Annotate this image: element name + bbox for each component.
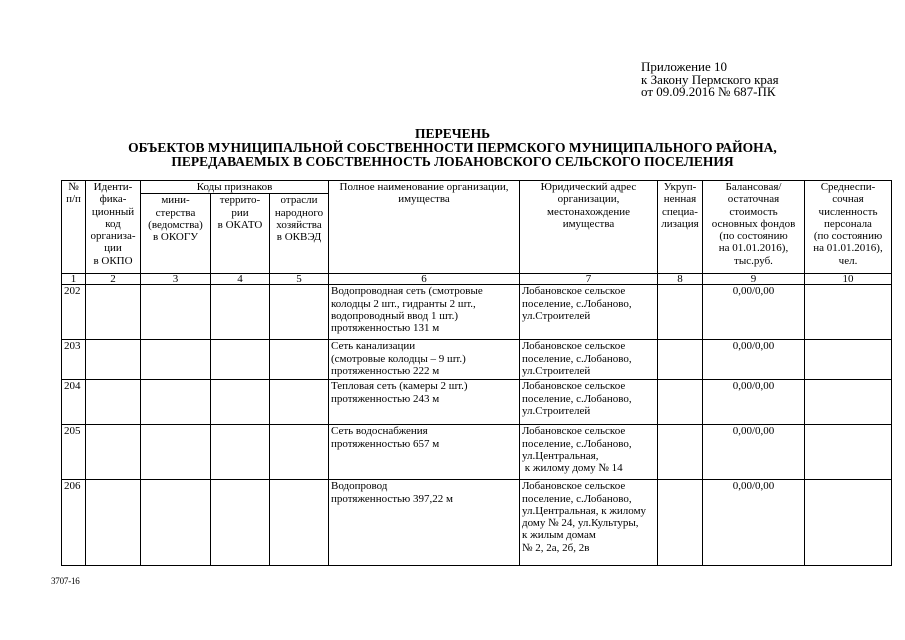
- okato-cell: [211, 425, 270, 480]
- okved-cell: [270, 380, 329, 425]
- header-address: Юридический адрес организации, местонахождение имущества: [520, 181, 658, 274]
- row-number: 202: [62, 285, 86, 340]
- column-number: 9: [703, 274, 805, 285]
- cell-line: Лобановское сельское: [522, 425, 626, 438]
- property-name-cell: [329, 380, 520, 425]
- annex-law: к Закону Пермского края: [641, 71, 779, 87]
- staff-cell: [805, 285, 892, 340]
- okato-cell: [211, 380, 270, 425]
- annex-reference: [641, 61, 779, 99]
- okved-cell: [270, 340, 329, 380]
- cell-line: Водопроводная сеть (смотровые: [331, 285, 483, 298]
- column-numbers-row: [62, 274, 892, 285]
- cell-line: поселение, с.Лобаново,: [522, 437, 632, 450]
- header-staff: Среднеспи- сочная численность персонала (по состоянию на 01.01.2016), чел.: [805, 181, 892, 274]
- title-line-2: ОБЪЕКТОВ МУНИЦИПАЛЬНОЙ СОБСТВЕННОСТИ ПЕРМСКОГО МУНИЦИПАЛЬНОГО РАЙОНА,: [128, 140, 777, 155]
- annex-number: Приложение 10: [641, 59, 728, 74]
- table-row: [62, 285, 892, 340]
- address-cell: [520, 285, 658, 340]
- header-okpo: Иденти- фика- ционный код организа- ции в ОКПО: [86, 181, 141, 274]
- title-line-3: ПЕРЕДАВАЕМЫХ В СОБСТВЕННОСТЬ ЛОБАНОВСКОГО СЕЛЬСКОГО ПОСЕЛЕНИЯ: [171, 154, 734, 169]
- address-cell: [520, 380, 658, 425]
- row-number: 205: [62, 425, 86, 480]
- cell-line: к жилым домам: [522, 529, 596, 542]
- cell-line: к жилому дому № 14: [522, 462, 623, 475]
- cell-line: Лобановское сельское: [522, 285, 626, 298]
- balance-cell: 0,00/0,00: [703, 285, 805, 340]
- cell-line: Тепловая сеть (камеры 2 шт.): [331, 380, 468, 393]
- staff-cell: [805, 380, 892, 425]
- cell-line: (смотровые колодцы – 9 шт.): [331, 352, 466, 365]
- column-number: 3: [141, 274, 211, 285]
- balance-cell: 0,00/0,00: [703, 480, 805, 566]
- cell-line: Лобановское сельское: [522, 340, 626, 353]
- cell-line: Сеть канализации: [331, 340, 416, 353]
- row-number: 203: [62, 340, 86, 380]
- specialization-cell: [658, 380, 703, 425]
- staff-cell: [805, 480, 892, 566]
- okpo-cell: [86, 340, 141, 380]
- row-number: 204: [62, 380, 86, 425]
- specialization-cell: [658, 480, 703, 566]
- cell-line: ул.Строителей: [522, 404, 591, 417]
- cell-line: Лобановское сельское: [522, 380, 626, 393]
- header-specialization: Укруп- ненная специа- лизация: [658, 181, 703, 274]
- cell-line: дому № 24, ул.Культуры,: [522, 517, 639, 530]
- cell-line: поселение, с.Лобаново,: [522, 352, 632, 365]
- column-number: 6: [329, 274, 520, 285]
- header-row-top: [62, 181, 892, 194]
- column-number: 5: [270, 274, 329, 285]
- address-cell: [520, 425, 658, 480]
- cell-line: поселение, с.Лобаново,: [522, 492, 632, 505]
- column-number: 2: [86, 274, 141, 285]
- document-code: 3707-16: [51, 576, 80, 586]
- okato-cell: [211, 480, 270, 566]
- table-row: [62, 480, 892, 566]
- okved-cell: [270, 425, 329, 480]
- header-okato: террито- рии в ОКАТО: [211, 194, 270, 274]
- specialization-cell: [658, 340, 703, 380]
- header-name: Полное наименование организации, имущества: [329, 181, 520, 274]
- cell-line: водопроводный ввод 1 шт.): [331, 309, 459, 322]
- balance-cell: 0,00/0,00: [703, 380, 805, 425]
- cell-line: протяженностью 657 м: [331, 437, 440, 450]
- specialization-cell: [658, 285, 703, 340]
- document-title: [60, 127, 845, 169]
- header-balance: Балансовая/ остаточная стоимость основных фондов (по состоянию на 01.01.2016), тыс.руб.: [703, 181, 805, 274]
- column-number: 1: [62, 274, 86, 285]
- cell-line: ул.Центральная,: [522, 449, 599, 462]
- cell-line: Сеть водоснабжения: [331, 425, 428, 438]
- okato-cell: [211, 340, 270, 380]
- staff-cell: [805, 340, 892, 380]
- okpo-cell: [86, 380, 141, 425]
- okpo-cell: [86, 425, 141, 480]
- property-name-cell: [329, 480, 520, 566]
- okved-cell: [270, 480, 329, 566]
- cell-line: ул.Строителей: [522, 309, 591, 322]
- property-name-cell: [329, 340, 520, 380]
- cell-line: Водопровод: [331, 480, 388, 493]
- balance-cell: 0,00/0,00: [703, 340, 805, 380]
- header-num: № п/п: [62, 181, 86, 274]
- cell-line: протяженностью 131 м: [331, 322, 440, 335]
- table-row: [62, 425, 892, 480]
- specialization-cell: [658, 425, 703, 480]
- staff-cell: [805, 425, 892, 480]
- address-cell: [520, 480, 658, 566]
- cell-line: протяженностью 243 м: [331, 392, 440, 405]
- property-name-cell: [329, 285, 520, 340]
- header-codes-group: Коды признаков: [141, 181, 329, 194]
- cell-line: Лобановское сельское: [522, 480, 626, 493]
- okogu-cell: [141, 425, 211, 480]
- cell-line: протяженностью 222 м: [331, 364, 440, 377]
- property-table: [61, 180, 892, 566]
- cell-line: ул.Центральная, к жилому: [522, 504, 647, 517]
- header-okved: отрасли народного хозяйства в ОКВЭД: [270, 194, 329, 274]
- address-cell: [520, 340, 658, 380]
- header-okogu: мини- стерства (ведомства) в ОКОГУ: [141, 194, 211, 274]
- table-row: [62, 340, 892, 380]
- okpo-cell: [86, 285, 141, 340]
- cell-line: колодцы 2 шт., гидранты 2 шт.,: [331, 297, 476, 310]
- okved-cell: [270, 285, 329, 340]
- okogu-cell: [141, 380, 211, 425]
- column-number: 10: [805, 274, 892, 285]
- okogu-cell: [141, 480, 211, 566]
- balance-cell: 0,00/0,00: [703, 425, 805, 480]
- table-row: [62, 380, 892, 425]
- okogu-cell: [141, 340, 211, 380]
- cell-line: поселение, с.Лобаново,: [522, 392, 632, 405]
- column-number: 4: [211, 274, 270, 285]
- okpo-cell: [86, 480, 141, 566]
- row-number: 206: [62, 480, 86, 566]
- annex-date: от 09.09.2016 № 687-ПК: [641, 84, 776, 99]
- property-name-cell: [329, 425, 520, 480]
- cell-line: поселение, с.Лобаново,: [522, 297, 632, 310]
- cell-line: протяженностью 397,22 м: [331, 492, 453, 505]
- column-number: 7: [520, 274, 658, 285]
- column-number: 8: [658, 274, 703, 285]
- okogu-cell: [141, 285, 211, 340]
- cell-line: № 2, 2а, 2б, 2в: [522, 541, 590, 554]
- title-line-1: ПЕРЕЧЕНЬ: [414, 126, 491, 141]
- okato-cell: [211, 285, 270, 340]
- cell-line: ул.Строителей: [522, 364, 591, 377]
